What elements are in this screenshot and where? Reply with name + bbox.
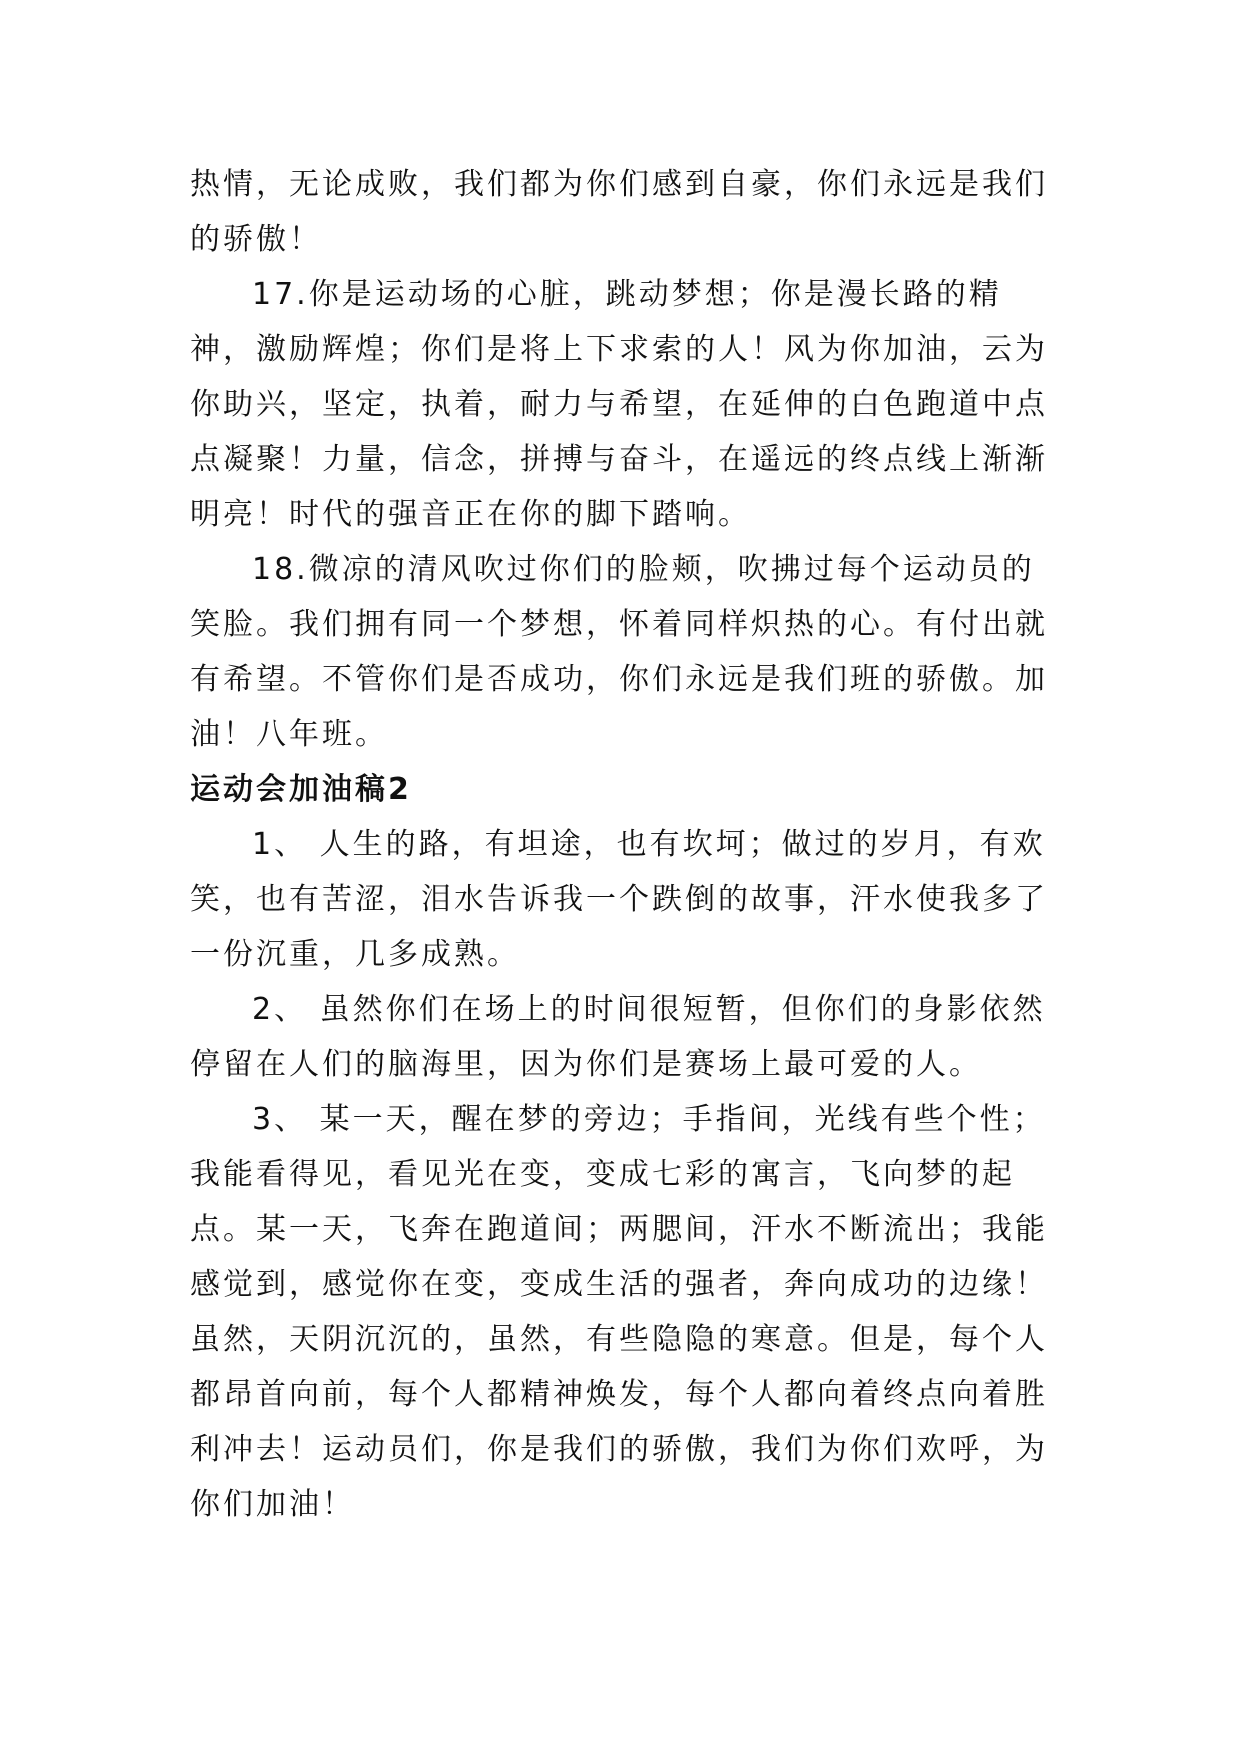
paragraph-continued: 热情，无论成败，我们都为你们感到自豪，你们永远是我们的骄傲！ [190, 167, 1048, 257]
paragraph-18: 18.微凉的清风吹过你们的脸颊，吹拂过每个运动员的笑脸。我们拥有同一个梦想，怀着同样炽热的心。有付出就有希望。不管你们是否成功，你们永远是我们班的骄傲。加油！八年班。 [190, 552, 1048, 752]
section-heading: 运动会加油稿2 [190, 772, 412, 807]
document-body [190, 157, 1060, 1532]
paragraph-item-2: 2、 虽然你们在场上的时间很短暂，但你们的身影依然停留在人们的脑海里，因为你们是赛场上最可爱的人。 [190, 992, 1046, 1082]
paragraph-item-3: 3、 某一天，醒在梦的旁边；手指间，光线有些个性；我能看得见，看见光在变，变成七彩的寓言，飞向梦的起点。某一天，飞奔在跑道间；两腮间，汗水不断流出；我能感觉到，感觉你在变，变成生活的强者，奔向成功的边缘！虽然，天阴沉沉的，虽然，有些隐隐的寒意。但是，每个人都昂首向前，每个人都精神焕发，每个人都向着终点向着胜利冲去！运动员们，你是我们的骄傲，我们为你们欢呼，为你们加油！ [190, 1102, 1048, 1522]
paragraph-17: 17.你是运动场的心脏，跳动梦想；你是漫长路的精神，激励辉煌；你们是将上下求索的人！风为你加油，云为你助兴，坚定，执着，耐力与希望，在延伸的白色跑道中点点凝聚！力量，信念，拼搏与奋斗，在遥远的终点线上渐渐明亮！时代的强音正在你的脚下踏响。 [190, 277, 1048, 532]
paragraph-item-1: 1、 人生的路，有坦途，也有坎坷；做过的岁月，有欢笑，也有苦涩，泪水告诉我一个跌倒的故事，汗水使我多了一份沉重，几多成熟。 [190, 827, 1048, 972]
